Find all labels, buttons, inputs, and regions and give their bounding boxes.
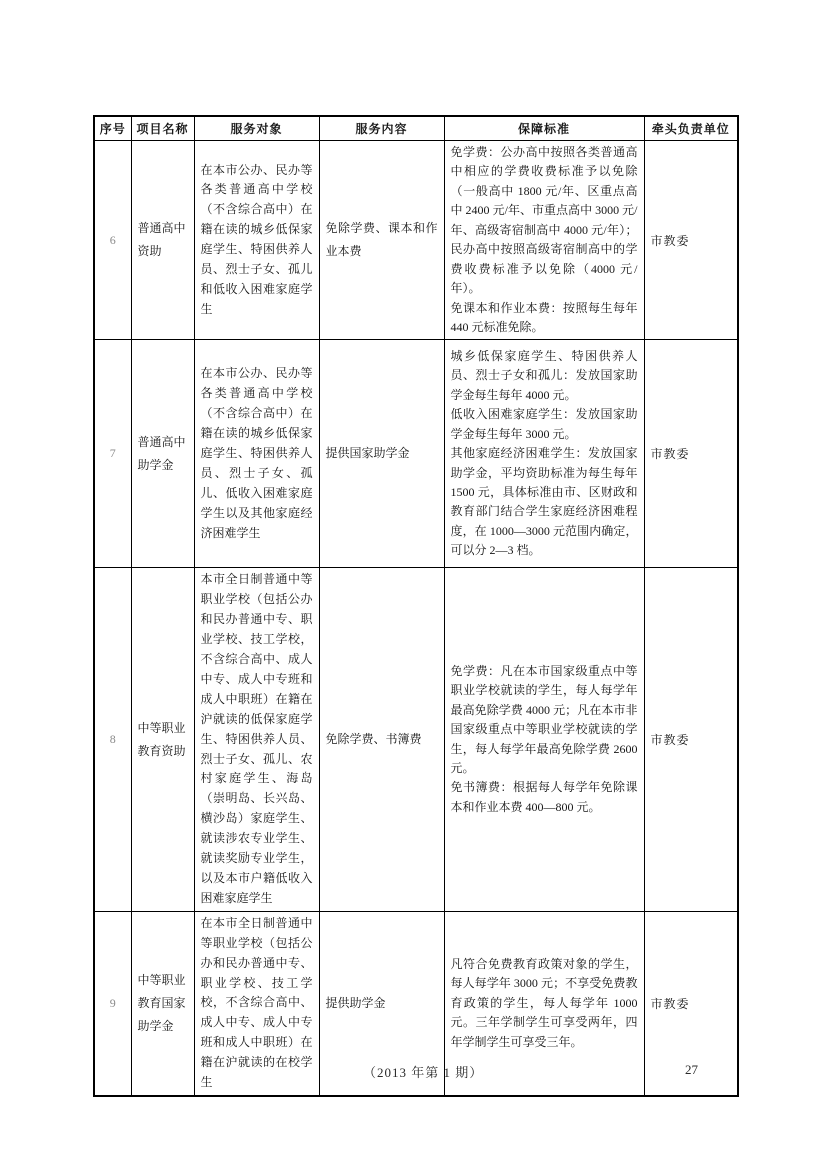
column-header-service-content: 服务内容 (319, 116, 444, 141)
row-service-target: 本市全日制普通中等职业学校（包括公办和民办普通中专、职业学校、技工学校，不含综合高中、成人中专、成人中专班和成人中职班）在籍在沪就读的低保家庭学生、特困供养人员、烈士子女、孤儿、农村家庭学生、海岛（崇明岛、长兴岛、横沙岛）家庭学生、就读涉农专业学生、就读奖励专业学生，以及本市户籍低收入困难家庭学生 (194, 568, 319, 911)
column-header-guarantee-standard: 保障标准 (444, 116, 644, 141)
row-service-target: 在本市全日制普通中等职业学校（包括公办和民办普通中专、职业学校、技工学校，不含综合高中、成人中专、成人中专班和成人中职班）在籍在沪就读的在校学生 (194, 911, 319, 1096)
column-header-lead-agency: 牵头负责单位 (644, 116, 738, 141)
table-row (94, 340, 738, 568)
table-row (94, 141, 738, 340)
row-seq: 8 (94, 568, 131, 911)
column-header-service-target: 服务对象 (194, 116, 319, 141)
row-seq: 6 (94, 141, 131, 340)
footer-page-number: 27 (685, 1062, 698, 1077)
row-project-name: 普通高中资助 (131, 141, 194, 340)
services-table (93, 115, 739, 1097)
standard-paragraph: 城乡低保家庭学生、特困供养人员、烈士子女和孤儿：发放国家助学金每生每年 4000 元。 (450, 348, 638, 402)
row-seq: 9 (94, 911, 131, 1096)
row-service-content: 提供助学金 (319, 911, 444, 1096)
row-lead-agency: 市教委 (644, 568, 738, 911)
row-guarantee-standard (444, 568, 644, 911)
footer-issue-label: （2013 年第 1 期） (363, 1065, 484, 1080)
row-service-target: 在本市公办、民办等各类普通高中学校（不含综合高中）在籍在读的城乡低保家庭学生、特困供养人员、烈士子女、孤儿、低收入困难家庭学生以及其他家庭经济困难学生 (194, 340, 319, 568)
standard-paragraph: 低收入困难家庭学生：发放国家助学金每生每年 3000 元。 (450, 407, 638, 441)
column-header-project-name: 项目名称 (131, 116, 194, 141)
row-lead-agency: 市教委 (644, 141, 738, 340)
row-service-target: 在本市公办、民办等各类普通高中学校（不含综合高中）在籍在读的城乡低保家庭学生、特困供养人员、烈士子女、孤儿和低收入困难家庭学生 (194, 141, 319, 340)
row-service-content: 免除学费、课本和作业本费 (319, 141, 444, 340)
table-row (94, 568, 738, 911)
standard-paragraph: 免课本和作业本费：按照每生每年 440 元标准免除。 (450, 300, 638, 334)
row-lead-agency: 市教委 (644, 340, 738, 568)
row-project-name: 普通高中助学金 (131, 340, 194, 568)
standard-paragraph: 免书簿费：根据每人每学年免除课本和作业本费 400—800 元。 (450, 780, 638, 814)
row-project-name: 中等职业教育资助 (131, 568, 194, 911)
table-header-row (94, 116, 738, 141)
standard-paragraph: 免学费：凡在本市国家级重点中等职业学校就读的学生，每人每学年最高免除学费 4000 元；凡在本市非国家级重点中等职业学校就读的学生，每人每学年最高免除学费 2600 元。 (450, 663, 638, 776)
row-lead-agency: 市教委 (644, 911, 738, 1096)
row-guarantee-standard (444, 340, 644, 568)
row-project-name: 中等职业教育国家助学金 (131, 911, 194, 1096)
row-guarantee-standard (444, 141, 644, 340)
standard-paragraph: 其他家庭经济困难学生：发放国家助学金，平均资助标准为每生每年 1500 元，具体标准由市、区财政和教育部门结合学生家庭经济困难程度，在 1000—3000 元范围内确定，可以分 2—3 档。 (450, 446, 638, 558)
row-seq: 7 (94, 340, 131, 568)
column-header-seq: 序号 (94, 116, 131, 141)
standard-paragraph: 免学费：公办高中按照各类普通高中相应的学费收费标准予以免除（一般高中 1800 元/年、区重点高中 2400 元/年、市重点高中 3000 元/年、高级寄宿制高中 4000 元/年）；民办高中按照高级寄宿制高中的学费收费标准予以免除（4000 元/年）。 (450, 145, 638, 296)
row-service-content: 提供国家助学金 (319, 340, 444, 568)
row-service-content: 免除学费、书簿费 (319, 568, 444, 911)
standard-paragraph: 凡符合免费教育政策对象的学生，每人每学年 3000 元；不享受免费教育政策的学生，每人每学年 1000 元。三年学制学生可享受两年，四年学制学生可享受三年。 (450, 956, 638, 1049)
